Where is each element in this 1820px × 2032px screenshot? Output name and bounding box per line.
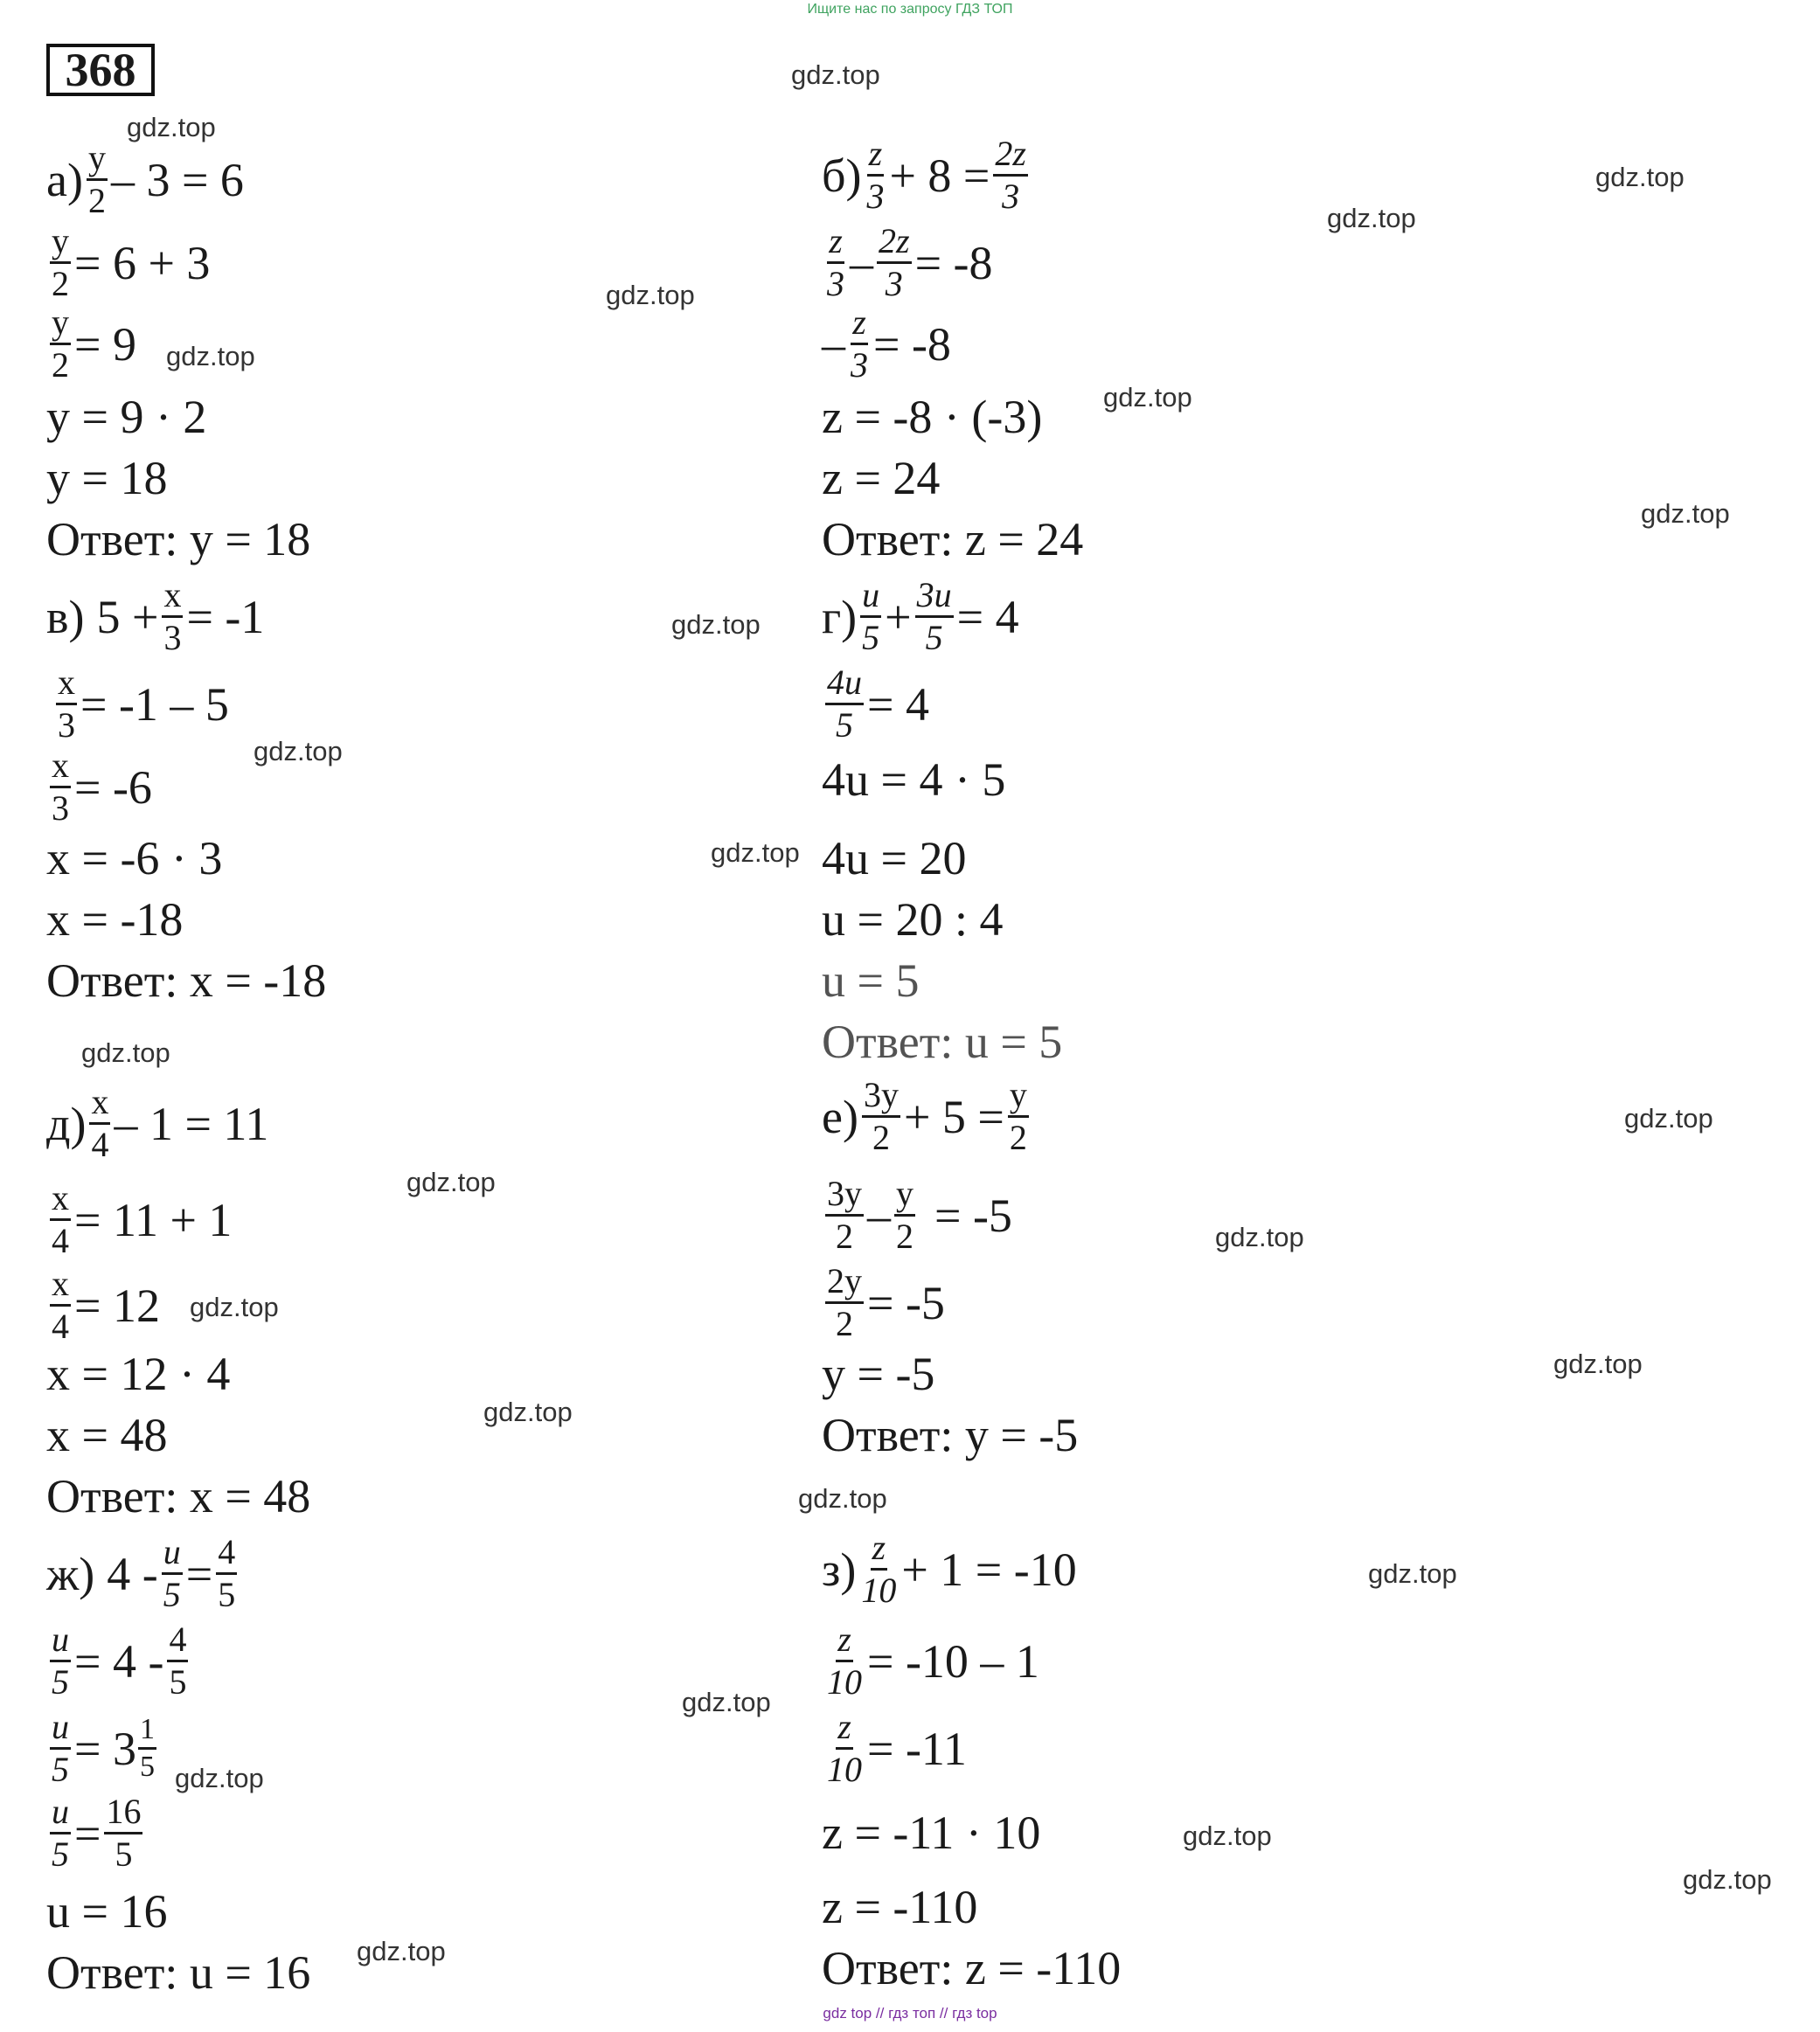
fraction: $\frac{x}{3}$ (58, 662, 75, 745)
fraction: $\frac{z}{3}$ (866, 134, 885, 216)
part-b-line-4: z = -8 · (-3) (822, 391, 1043, 443)
part-z-line-1: з) $\frac{z}{10}$ + 1 = -10 (822, 1528, 1077, 1610)
fraction: $\frac{z}{3}$ (827, 221, 844, 303)
part-b-answer: Ответ: z = 24 (822, 513, 1084, 565)
fraction: $\frac{x}{4}$ (52, 1178, 69, 1260)
part-b-line-1: б) $\frac{z}{3}$ + 8 = $\frac{2z}{3}$ (822, 134, 1026, 216)
fraction: $\frac{4}{5}$ (218, 1532, 236, 1614)
fraction: $\frac{1}{5}$ (139, 1713, 155, 1783)
fraction: $\frac{3u}{5}$ (916, 575, 952, 657)
part-b-line-3: – $\frac{z}{3}$ = -8 (822, 302, 951, 385)
part-b-line-2: $\frac{z}{3}$ – $\frac{2z}{3}$ = -8 (827, 221, 993, 303)
part-d-line-4: x = 12 · 4 (46, 1348, 231, 1400)
part-label: г) (822, 590, 858, 643)
watermark: gdz.top (190, 1292, 279, 1322)
fraction: $\frac{2z}{3}$ (879, 221, 910, 303)
header-note: Ищите нас по запросу ГДЗ ТОП (807, 2, 1013, 17)
fraction: $\frac{3y}{2}$ (863, 1075, 899, 1157)
part-label: ж) (46, 1547, 95, 1600)
fraction: $\frac{2y}{2}$ (827, 1261, 862, 1343)
part-v-line-2: $\frac{x}{3}$ = -1 – 5 (58, 662, 229, 745)
watermark: gdz.top (1624, 1103, 1713, 1134)
part-zh-line-3 (46, 1709, 160, 1788)
part-zh-line-2: $\frac{u}{5}$ = 4 - $\frac{4}{5}$ (52, 1619, 187, 1702)
watermark: gdz.top (127, 112, 216, 142)
watermark: gdz.top (682, 1687, 771, 1717)
fraction: $\frac{x}{4}$ (91, 1082, 109, 1164)
part-label: д) (46, 1097, 87, 1150)
fraction: $\frac{u}{5}$ (52, 1792, 69, 1874)
part-z-line-2: $\frac{z}{10}$ = -10 – 1 (827, 1619, 1039, 1702)
watermark: gdz.top (671, 609, 761, 640)
fraction: $\frac{4}{5}$ (169, 1619, 187, 1702)
watermark: gdz.top (1103, 382, 1192, 413)
watermark: gdz.top (81, 1037, 170, 1068)
fraction: $\frac{2z}{3}$ (995, 134, 1026, 216)
part-d-line-1: д) $\frac{x}{4}$ – 1 = 11 (46, 1082, 269, 1164)
fraction: $\frac{y}{2}$ (896, 1174, 913, 1256)
part-label: з) (822, 1543, 857, 1596)
part-e-line-2: $\frac{3y}{2}$ – $\frac{y}{2}$ = -5 (827, 1174, 1012, 1256)
fraction: $\frac{y}{2}$ (1009, 1075, 1027, 1157)
part-a-line-4: y = 9 · 2 (46, 391, 207, 443)
fraction: $\frac{x}{3}$ (52, 746, 69, 828)
part-b-line-5: z = 24 (822, 452, 941, 504)
fraction: $\frac{x}{3}$ (163, 575, 182, 657)
part-v-line-3: $\frac{x}{3}$ = -6 (52, 746, 152, 828)
part-d-line-5: x = 48 (46, 1409, 168, 1461)
watermark: gdz.top (483, 1397, 573, 1427)
part-a-line-3: $\frac{y}{2}$ = 9 (52, 302, 136, 385)
part-d-line-3: $\frac{x}{4}$ = 12 (52, 1264, 160, 1346)
part-v-line-5: x = -18 (46, 893, 184, 946)
watermark: gdz.top (1327, 203, 1416, 233)
mixed-number: = 3 $\frac{1}{5}$ (74, 1713, 155, 1783)
part-label: в) (46, 590, 85, 643)
part-e-answer: Ответ: y = -5 (822, 1409, 1079, 1461)
fraction: $\frac{y}{2}$ (52, 302, 69, 385)
part-g-line-5: u = 20 : 4 (822, 893, 1004, 946)
watermark: gdz.top (254, 736, 343, 766)
fraction: $\frac{y}{2}$ (87, 138, 106, 220)
watermark: gdz.top (1215, 1222, 1304, 1252)
part-v-line-4: x = -6 · 3 (46, 832, 223, 884)
part-g-line-6: u = 5 (822, 954, 920, 1007)
task-number: 368 (46, 44, 155, 96)
part-label: е) (822, 1090, 858, 1143)
fraction: $\frac{y}{2}$ (52, 221, 69, 303)
part-zh-line-5: u = 16 (46, 1885, 168, 1938)
part-a-line-1: а) $\frac{y}{2}$ – 3 = 6 (46, 138, 244, 220)
fraction: $\frac{u}{5}$ (52, 1707, 69, 1789)
watermark: gdz.top (357, 1936, 446, 1966)
part-v-line-1: в) 5 + $\frac{x}{3}$ = -1 (46, 575, 265, 657)
fraction: $\frac{4u}{5}$ (827, 662, 862, 745)
watermark: gdz.top (166, 341, 255, 371)
fraction: $\frac{z}{10}$ (861, 1528, 897, 1610)
watermark: gdz.top (798, 1483, 887, 1514)
part-e-line-3: $\frac{2y}{2}$ = -5 (827, 1261, 945, 1343)
part-zh-answer: Ответ: u = 16 (46, 1946, 311, 1999)
part-a-line-5: y = 18 (46, 452, 168, 504)
part-v-answer: Ответ: x = -18 (46, 954, 327, 1007)
part-zh-line-1: ж) 4 - $\frac{u}{5}$ = $\frac{4}{5}$ (46, 1532, 236, 1614)
part-g-line-2: $\frac{4u}{5}$ = 4 (827, 662, 929, 745)
footer-note: gdz top // гдз топ // гдз top (823, 2005, 997, 2022)
part-z-line-5: z = -110 (822, 1881, 978, 1933)
part-g-line-4: 4u = 20 (822, 832, 967, 884)
watermark: gdz.top (1683, 1864, 1772, 1895)
watermark: gdz.top (175, 1763, 264, 1793)
watermark: gdz.top (1553, 1349, 1643, 1379)
watermark: gdz.top (1595, 162, 1685, 192)
fraction: $\frac{u}{5}$ (163, 1532, 181, 1614)
part-a-line-2: $\frac{y}{2}$ = 6 + 3 (52, 221, 211, 303)
part-g-answer: Ответ: u = 5 (822, 1016, 1063, 1068)
part-e-line-1: е) $\frac{3y}{2}$ + 5 = $\frac{y}{2}$ (822, 1075, 1027, 1157)
watermark: gdz.top (1368, 1558, 1457, 1589)
watermark: gdz.top (791, 59, 880, 90)
fraction: $\frac{z}{10}$ (827, 1707, 862, 1789)
watermark: gdz.top (711, 837, 800, 868)
part-z-line-4: z = -11 · 10 (822, 1807, 1041, 1859)
watermark: gdz.top (1641, 498, 1730, 529)
fraction: $\frac{3y}{2}$ (827, 1174, 862, 1256)
part-z-answer: Ответ: z = -110 (822, 1942, 1122, 1994)
part-g-line-3: 4u = 4 · 5 (822, 753, 1006, 806)
part-label: б) (822, 149, 862, 202)
watermark: gdz.top (606, 280, 695, 310)
fraction: $\frac{u}{5}$ (52, 1619, 69, 1702)
fraction: $\frac{x}{4}$ (52, 1264, 69, 1346)
fraction: $\frac{z}{10}$ (827, 1619, 862, 1702)
watermark: gdz.top (1183, 1820, 1272, 1851)
part-g-line-1: г) $\frac{u}{5}$ + $\frac{3u}{5}$ = 4 (822, 575, 1019, 657)
part-z-line-3: $\frac{z}{10}$ = -11 (827, 1707, 967, 1789)
part-a-answer: Ответ: y = 18 (46, 513, 311, 565)
part-e-line-4: y = -5 (822, 1348, 935, 1400)
fraction: $\frac{16}{5}$ (106, 1792, 142, 1874)
part-label: а) (46, 153, 83, 206)
fraction: $\frac{u}{5}$ (862, 575, 880, 657)
fraction: $\frac{z}{3}$ (851, 302, 868, 385)
part-d-line-2: $\frac{x}{4}$ = 11 + 1 (52, 1178, 233, 1260)
part-zh-line-4: $\frac{u}{5}$ = $\frac{16}{5}$ (52, 1792, 142, 1874)
part-d-answer: Ответ: x = 48 (46, 1470, 311, 1522)
watermark: gdz.top (406, 1167, 496, 1197)
